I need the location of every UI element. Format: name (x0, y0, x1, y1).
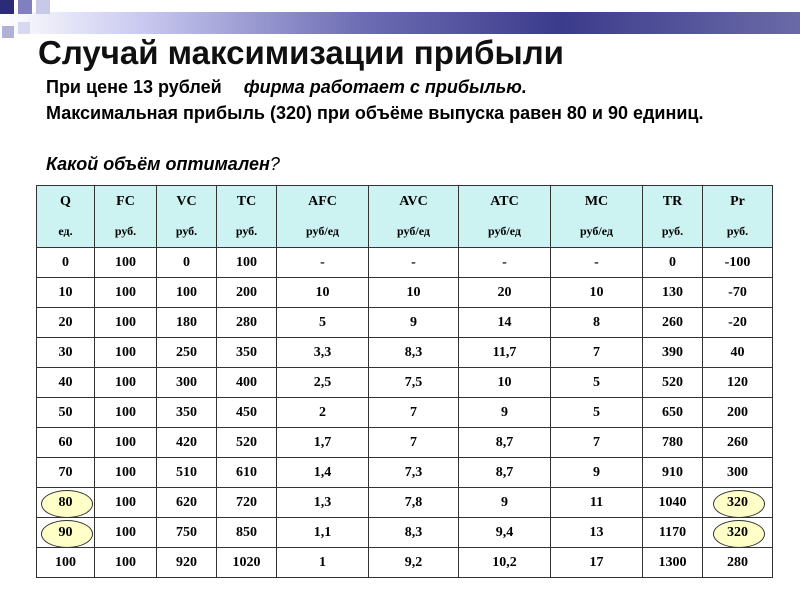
table-cell: 1020 (217, 548, 277, 578)
table-row (37, 398, 773, 428)
table-cell: 11 (551, 488, 643, 518)
table-row (37, 338, 773, 368)
table-cell: 7,3 (369, 458, 459, 488)
deco-square-4 (2, 26, 14, 38)
table-cell: 100 (95, 488, 157, 518)
table-row (37, 428, 773, 458)
table-cell: 720 (217, 488, 277, 518)
header-gradient-bar (0, 12, 800, 34)
table-cell: 100 (95, 368, 157, 398)
table-cell: 280 (217, 308, 277, 338)
table-cell: 320 (703, 488, 773, 518)
table-cell: - (369, 248, 459, 278)
table-cell: - (551, 248, 643, 278)
table-cell: 60 (37, 428, 95, 458)
table-cell: 320 (703, 518, 773, 548)
table-cell: 100 (95, 458, 157, 488)
table-cell: 9 (459, 398, 551, 428)
table-row (37, 248, 773, 278)
table-cell: 10 (551, 278, 643, 308)
table-cell: 40 (703, 338, 773, 368)
table-cell: 780 (643, 428, 703, 458)
header-label: ATC (490, 194, 519, 209)
table-cell: 7 (551, 428, 643, 458)
table-cell: 130 (643, 278, 703, 308)
table-cell: 100 (95, 398, 157, 428)
table-cell: 280 (703, 548, 773, 578)
table-cell: 1170 (643, 518, 703, 548)
header-label: Q (60, 194, 71, 209)
table-cell: 620 (157, 488, 217, 518)
header-cell-tc (217, 186, 277, 248)
table-cell: 7,5 (369, 368, 459, 398)
table-cell: 350 (217, 338, 277, 368)
header-label: VC (176, 194, 197, 209)
price-text: При цене 13 рублей (46, 77, 222, 97)
table-cell: 920 (157, 548, 217, 578)
table-cell: 200 (217, 278, 277, 308)
header-cell-avc (369, 186, 459, 248)
table-cell: - (459, 248, 551, 278)
header-cell-fc (95, 186, 157, 248)
table-cell: -100 (703, 248, 773, 278)
header-unit: руб. (235, 224, 258, 238)
intro-price-line (46, 77, 527, 98)
table-cell: 1,7 (277, 428, 369, 458)
table-cell: 2,5 (277, 368, 369, 398)
table-cell: 910 (643, 458, 703, 488)
table-cell: 1,1 (277, 518, 369, 548)
deco-square-3 (36, 0, 50, 14)
table-cell: 100 (95, 308, 157, 338)
header-label: TR (662, 194, 683, 209)
table-cell: 10,2 (459, 548, 551, 578)
table-cell: 100 (95, 248, 157, 278)
table-row (37, 548, 773, 578)
table-cell: 30 (37, 338, 95, 368)
header-unit: руб. (726, 224, 749, 238)
table-cell: 750 (157, 518, 217, 548)
table-cell: 14 (459, 308, 551, 338)
deco-square-2 (18, 0, 32, 14)
table-cell: 100 (95, 278, 157, 308)
table-cell: 8,7 (459, 428, 551, 458)
table-cell: 8,3 (369, 338, 459, 368)
table-row (37, 518, 773, 548)
table-cell: 0 (157, 248, 217, 278)
header-label: Pr (730, 194, 745, 209)
table-cell: 100 (95, 518, 157, 548)
table-cell: -20 (703, 308, 773, 338)
header-cell-afc (277, 186, 369, 248)
table-cell: 100 (95, 428, 157, 458)
header-cell-pr (703, 186, 773, 248)
table-cell: 9,4 (459, 518, 551, 548)
header-label: FC (116, 194, 135, 209)
header-unit: руб. (661, 224, 684, 238)
table-cell: 9,2 (369, 548, 459, 578)
table-cell: 9 (369, 308, 459, 338)
table-cell: 11,7 (459, 338, 551, 368)
cost-table (36, 185, 773, 578)
table-cell: 5 (277, 308, 369, 338)
table-cell: 520 (643, 368, 703, 398)
table-cell: 13 (551, 518, 643, 548)
table-cell: 610 (217, 458, 277, 488)
table-cell: 20 (37, 308, 95, 338)
table-cell: 8,7 (459, 458, 551, 488)
header-cell-q (37, 186, 95, 248)
table-cell: 300 (703, 458, 773, 488)
question-line (46, 154, 280, 175)
table-cell: 5 (551, 368, 643, 398)
table-row (37, 488, 773, 518)
table-row (37, 308, 773, 338)
header-cell-tr (643, 186, 703, 248)
table-cell: 0 (37, 248, 95, 278)
table-cell: 8,3 (369, 518, 459, 548)
table-cell: - (277, 248, 369, 278)
header-cell-vc (157, 186, 217, 248)
header-unit: ед. (58, 224, 73, 238)
table-cell: 40 (37, 368, 95, 398)
table-cell: 10 (277, 278, 369, 308)
table-cell: 100 (95, 338, 157, 368)
deco-square-5 (18, 22, 30, 34)
table-cell: 10 (37, 278, 95, 308)
table-cell: 9 (551, 458, 643, 488)
table-cell: 17 (551, 548, 643, 578)
table-cell: 0 (643, 248, 703, 278)
table-cell: 180 (157, 308, 217, 338)
table-row (37, 458, 773, 488)
table-cell: 90 (37, 518, 95, 548)
table-cell: 1,4 (277, 458, 369, 488)
table-row (37, 278, 773, 308)
table-cell: 7,8 (369, 488, 459, 518)
table-cell: 100 (37, 548, 95, 578)
table-cell: 20 (459, 278, 551, 308)
table-cell: 520 (217, 428, 277, 458)
table-cell: 450 (217, 398, 277, 428)
header-unit: руб/ед (580, 224, 613, 238)
header-cell-atc (459, 186, 551, 248)
table-cell: 7 (551, 338, 643, 368)
table-cell: 5 (551, 398, 643, 428)
table-body (37, 248, 773, 578)
table-cell: 260 (643, 308, 703, 338)
table-cell: 80 (37, 488, 95, 518)
max-profit-text: Максимальная прибыль (320) при объёме выпуска равен 80 и 90 единиц. (46, 103, 704, 123)
table-cell: 7 (369, 398, 459, 428)
table-cell: 850 (217, 518, 277, 548)
table-cell: 7 (369, 428, 459, 458)
table-cell: 510 (157, 458, 217, 488)
table-cell: 100 (217, 248, 277, 278)
header-label: TC (236, 194, 257, 209)
table-cell: 3,3 (277, 338, 369, 368)
header-unit: руб/ед (488, 224, 521, 238)
table-cell: 250 (157, 338, 217, 368)
question-mark: ? (269, 154, 280, 174)
table-cell: 650 (643, 398, 703, 428)
header-unit: руб/ед (306, 224, 339, 238)
header-cell-mc (551, 186, 643, 248)
table-cell: 200 (703, 398, 773, 428)
table-cell: 100 (157, 278, 217, 308)
slide-title: Случай максимизации прибыли (38, 34, 564, 71)
table-cell: 70 (37, 458, 95, 488)
table-cell: 1040 (643, 488, 703, 518)
table-cell: 10 (369, 278, 459, 308)
table-header-row (37, 186, 773, 248)
header-unit: руб. (175, 224, 198, 238)
table-cell: 120 (703, 368, 773, 398)
table-cell: 350 (157, 398, 217, 428)
header-unit: руб/ед (397, 224, 430, 238)
deco-square-1 (0, 0, 14, 14)
table-cell: 300 (157, 368, 217, 398)
profit-text: фирма работает с прибылью. (243, 77, 527, 97)
question-text: Какой объём оптимален (46, 154, 270, 174)
table-cell: 260 (703, 428, 773, 458)
header-label: MC (584, 194, 609, 209)
table-cell: 420 (157, 428, 217, 458)
table-cell: 10 (459, 368, 551, 398)
table-row (37, 368, 773, 398)
table-cell: 9 (459, 488, 551, 518)
table-cell: 8 (551, 308, 643, 338)
table-cell: 400 (217, 368, 277, 398)
table-cell: 1 (277, 548, 369, 578)
table-cell: 50 (37, 398, 95, 428)
header-label: AVC (399, 194, 428, 209)
table-cell: 1300 (643, 548, 703, 578)
header-label: AFC (308, 194, 337, 209)
table-cell: 100 (95, 548, 157, 578)
table-cell: -70 (703, 278, 773, 308)
header-unit: руб. (114, 224, 137, 238)
table-cell: 1,3 (277, 488, 369, 518)
table-cell: 2 (277, 398, 369, 428)
table-cell: 390 (643, 338, 703, 368)
